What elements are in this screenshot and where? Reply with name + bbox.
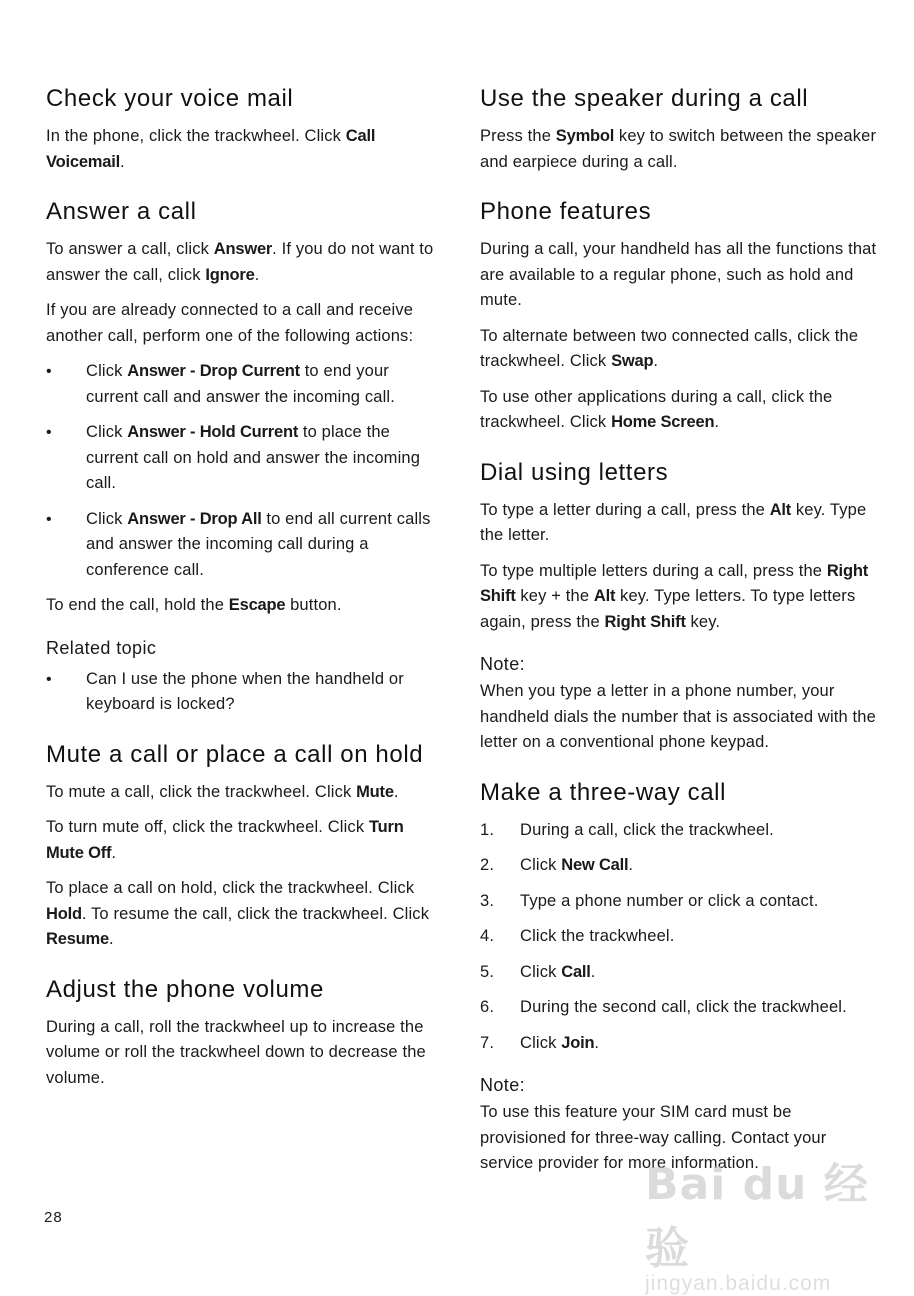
features-paragraph-2: To alternate between two connected calls, click the trackwheel. Click Swap. — [480, 326, 859, 370]
ui-term: Home Screen — [611, 413, 715, 431]
mute-paragraph-1: To mute a call, click the trackwheel. Click Mute. — [46, 782, 399, 801]
list-item: 1. During a call, click the trackwheel. — [480, 820, 774, 839]
ui-term: Call Voicemail — [46, 127, 376, 171]
dial-paragraph-2: To type multiple letters during a call, press the Right Shift key + the Alt key. Type letters. To type letters again, press the Right Shift key. — [480, 561, 868, 631]
note-heading: Note: — [480, 1075, 526, 1095]
baidu-logo: Bai du 经验 — [645, 1159, 869, 1274]
voicemail-paragraph: In the phone, click the trackwheel. Click Call Voicemail. — [46, 127, 376, 171]
list-item: 2. Click New Call. — [480, 856, 634, 874]
answer-options-list — [46, 359, 441, 583]
ui-term: Resume — [46, 930, 109, 948]
list-item: 4. Click the trackwheel. — [480, 927, 675, 945]
list-item: 3. Type a phone number or click a contact. — [480, 891, 819, 910]
ui-term: Swap — [611, 352, 654, 370]
note-text: To use this feature your SIM card must be provisioned for three-way calling. Contact your service provider for more information. — [480, 1103, 827, 1172]
related-topic-list — [46, 667, 441, 718]
left-column — [46, 82, 441, 1111]
section-speaker — [480, 82, 880, 175]
ui-term: New Call — [561, 856, 629, 874]
bullet-icon: • — [46, 510, 52, 528]
list-item: 7. Click Join. — [480, 1033, 600, 1052]
dial-paragraph-1: To type a letter during a call, press the Alt key. Type the letter. — [480, 500, 867, 544]
answer-paragraph-2: If you are already connected to a call and receive another call, perform one of the following actions: — [46, 301, 414, 345]
heading-features: Phone features — [480, 198, 652, 225]
ui-term: Ignore — [205, 265, 255, 284]
ui-term: Symbol — [555, 127, 615, 145]
section-answer — [46, 195, 441, 718]
note-heading: Note: — [480, 654, 526, 674]
ui-term: Hold — [46, 904, 82, 923]
features-paragraph-3: To use other applications during a call, click the trackwheel. Click Home Screen. — [480, 387, 833, 431]
ui-term: Alt — [769, 500, 792, 519]
heading-volume: Adjust the phone volume — [46, 975, 324, 1003]
features-paragraph-1: During a call, your handheld has all the functions that are available to a regular phone, such as hold and mute. — [480, 240, 877, 309]
list-item: 5. Click Call. — [480, 962, 596, 981]
page-number: 28 — [44, 1209, 63, 1226]
bullet-icon: • — [46, 670, 52, 688]
three-way-steps — [480, 818, 880, 1057]
section-features — [480, 195, 880, 436]
ui-term: Answer - Drop Current — [127, 362, 300, 380]
mute-paragraph-2: To turn mute off, click the trackwheel. Click Turn Mute Off. — [46, 818, 404, 862]
watermark-url: jingyan.baidu.com — [645, 1272, 832, 1295]
end-call-paragraph: To end the call, hold the Escape button. — [46, 596, 342, 614]
mute-paragraph-3: To place a call on hold, click the trackwheel. Click Hold. To resume the call, click the trackwheel. Click Resume. — [46, 879, 430, 948]
bullet-icon: • — [46, 424, 52, 441]
ui-term: Alt — [593, 587, 616, 605]
section-voicemail — [46, 82, 441, 175]
list-item: 6. During the second call, click the trackwheel. — [480, 998, 847, 1016]
speaker-paragraph: Press the Symbol key to switch between the speaker and earpiece during a call. — [480, 127, 877, 171]
ui-term: Right Shift — [604, 612, 686, 631]
volume-paragraph: During a call, roll the trackwheel up to increase the volume or roll the trackwheel down to decrease the volume. — [46, 1017, 426, 1087]
heading-mute: Mute a call or place a call on hold — [46, 740, 424, 768]
ui-term: Right Shift — [480, 561, 868, 605]
heading-three-way: Make a three-way call — [480, 778, 727, 806]
heading-voicemail: Check your voice mail — [46, 85, 294, 112]
section-mute — [46, 738, 441, 953]
ui-term: Answer - Drop All — [127, 509, 262, 528]
section-three-way — [480, 776, 880, 1177]
section-dial-letters — [480, 456, 880, 756]
note-text: When you type a letter in a phone number, your handheld dials the number that is associated with the letter on a conventional phone keypad. — [480, 682, 876, 751]
heading-answer: Answer a call — [46, 198, 197, 225]
bullet-icon: • — [46, 363, 52, 380]
related-topic-heading: Related topic — [46, 637, 157, 658]
ui-term: Answer - Hold Current — [127, 423, 299, 441]
ui-term: Turn Mute Off — [46, 818, 404, 862]
section-volume — [46, 973, 441, 1092]
baidu-watermark — [645, 1148, 875, 1295]
right-column — [480, 82, 880, 1197]
ui-term: Join — [561, 1033, 595, 1052]
heading-speaker: Use the speaker during a call — [480, 85, 809, 112]
ui-term: Escape — [228, 596, 286, 614]
list-item: • Click Answer - Hold Current to place the current call on hold and answer the incoming call. — [46, 420, 441, 497]
ui-term: Mute — [356, 782, 394, 801]
list-item: • Click Answer - Drop All to end all current calls and answer the incoming call during a conference call. — [46, 507, 441, 584]
related-topic-link[interactable]: • Can I use the phone when the handheld or keyboard is locked? — [46, 667, 441, 718]
answer-paragraph-1: To answer a call, click Answer. If you do not want to answer the call, click Ignore. — [46, 240, 434, 284]
list-item: • Click Answer - Drop Current to end your current call and answer the incoming call. — [46, 359, 441, 410]
ui-term: Answer — [213, 240, 273, 258]
heading-dial-letters: Dial using letters — [480, 458, 669, 486]
ui-term: Call — [561, 962, 591, 981]
